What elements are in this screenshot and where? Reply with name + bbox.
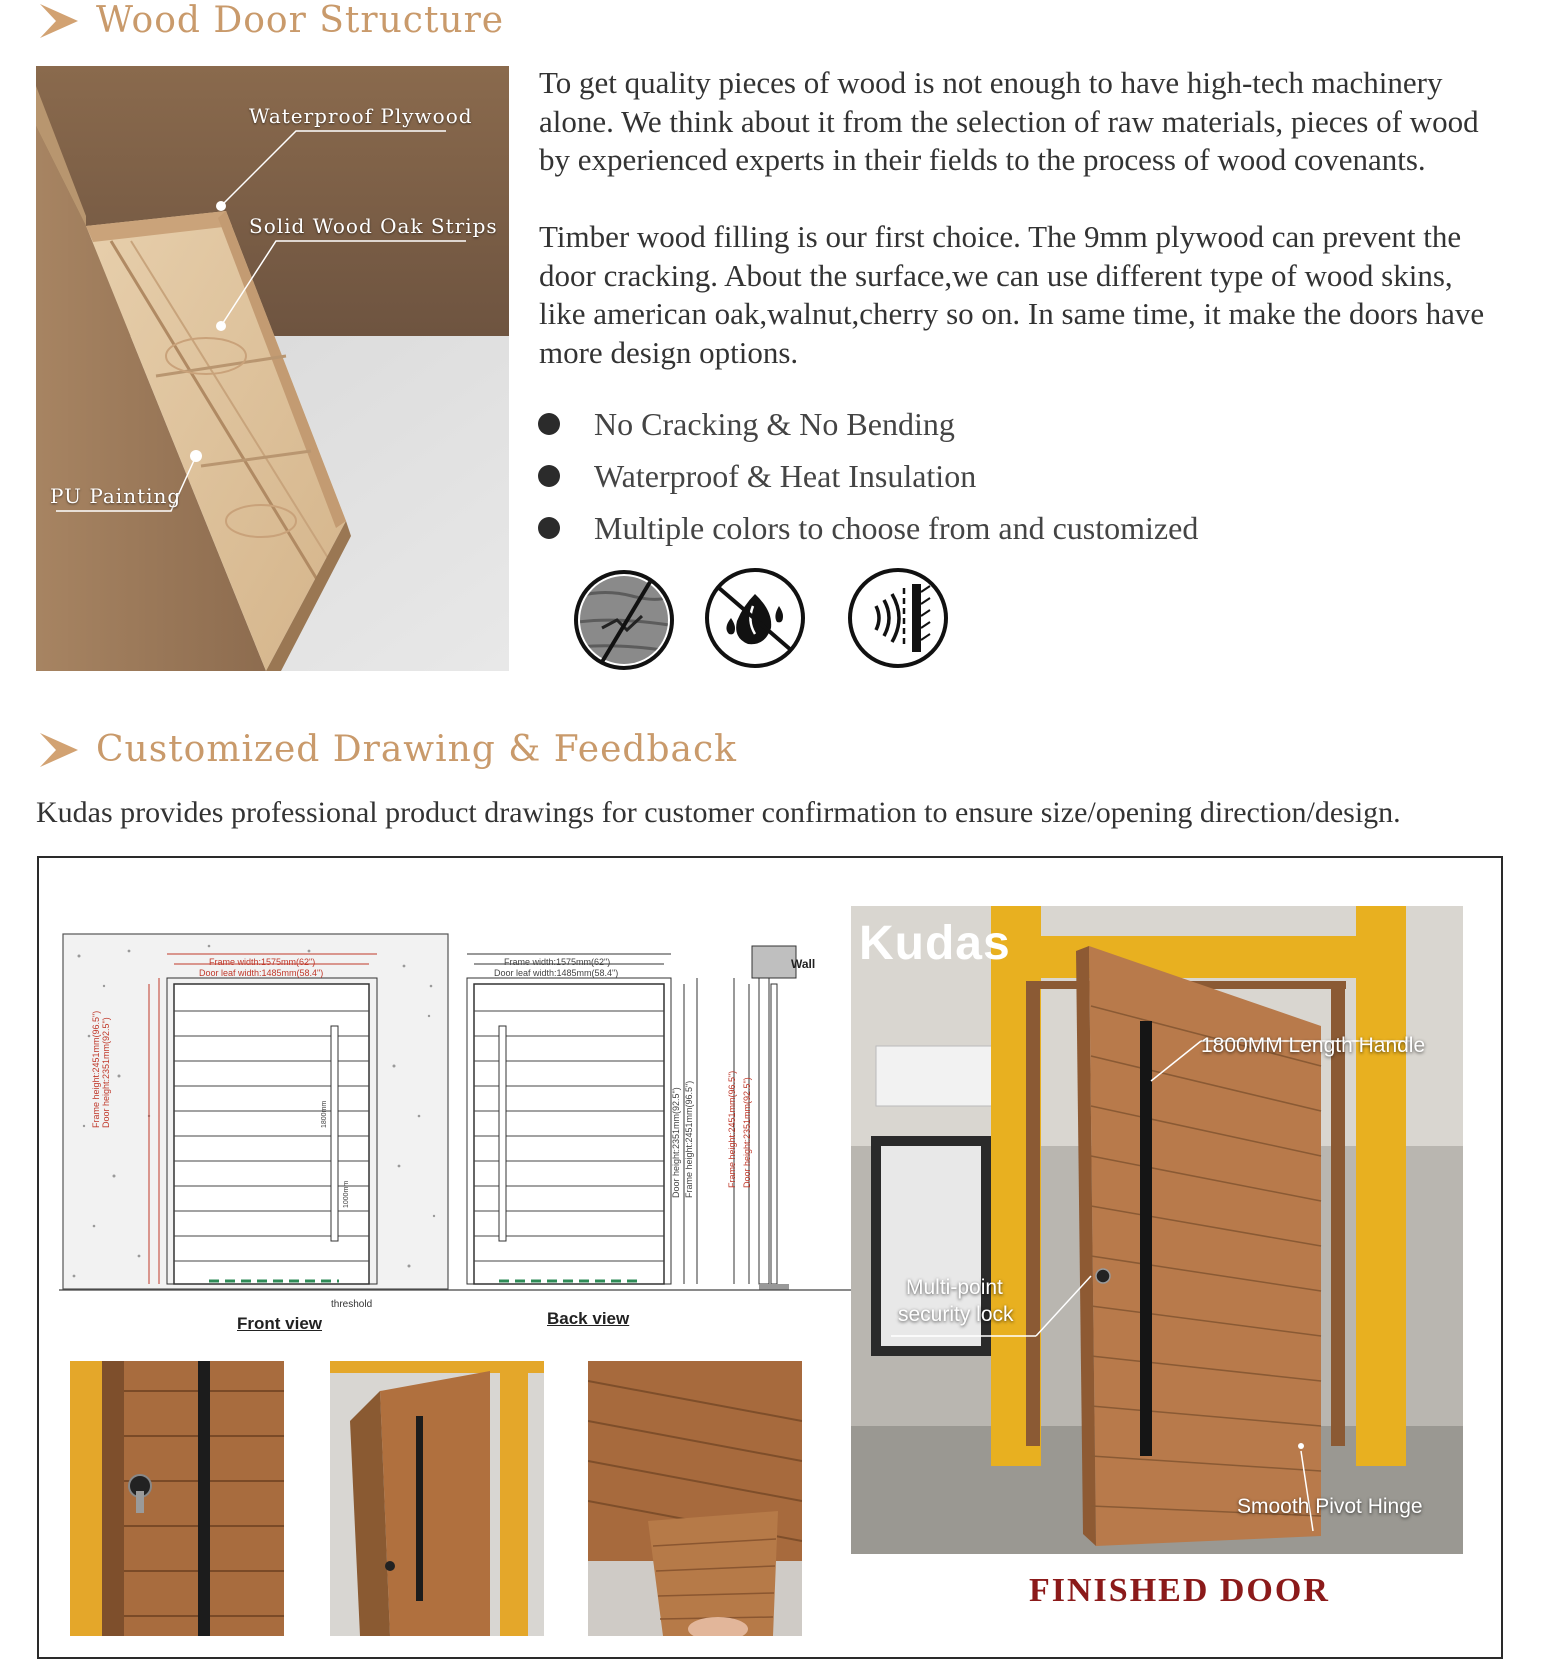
security-lock-label-line1: Multi-point: [906, 1276, 1003, 1299]
front-door-height-dim: Door height:2351mm(92.5"): [101, 1017, 111, 1128]
heat-insulation-icon: [846, 566, 950, 670]
section-arrow-icon: [40, 4, 78, 38]
no-crack-icon: [572, 568, 676, 672]
wood-grain-sample-photo: [588, 1361, 802, 1636]
door-open-detail-photo: [330, 1361, 544, 1636]
kudas-brand-logo: Kudas: [859, 917, 1011, 970]
bullet-text: Waterproof & Heat Insulation: [594, 457, 977, 494]
structure-paragraph-2: Timber wood filling is our first choice. The 9mm plywood can prevent the door cracking. About the surface,we can use different type of wood skins, like american oak,walnut,cherry so on. In same time, it make the doors have more design options.: [539, 219, 1485, 370]
pivot-hinge-label: Smooth Pivot Hinge: [1237, 1495, 1423, 1518]
section-arrow-icon: [40, 733, 78, 767]
back-leaf-width-dim: Door leaf width:1485mm(58.4"): [494, 968, 619, 978]
back-frame-height-dim: Frame height:2451mm(96.5"): [684, 1080, 694, 1198]
bullet-item: [538, 398, 1198, 450]
wall-label: Wall: [791, 957, 816, 971]
label-pu-painting: PU Painting: [50, 484, 182, 508]
handle-length-dim: 1800mm: [321, 1100, 328, 1128]
door-lock-detail-photo: [70, 1361, 284, 1636]
side-door-height-dim: Door height:2351mm(92.5"): [742, 1077, 752, 1188]
back-view-caption: Back view: [547, 1309, 630, 1328]
label-solid-wood-oak: Solid Wood Oak Strips: [249, 214, 498, 238]
front-frame-height-dim: Frame height:2451mm(96.5"): [91, 1010, 101, 1128]
threshold-label: threshold: [331, 1299, 373, 1310]
bullet-item: [538, 502, 1198, 554]
front-leaf-width-dim: Door leaf width:1485mm(58.4"): [199, 968, 324, 978]
bullet-text: Multiple colors to choose from and customized: [594, 509, 1199, 546]
back-door-height-dim: Door height:2351mm(92.5"): [671, 1087, 681, 1198]
finished-door-photo: [851, 906, 1463, 1554]
waterproof-icon: [703, 566, 807, 670]
bullet-item: [538, 450, 1198, 502]
back-frame-width-dim: Frame width:1575mm(62"): [504, 957, 611, 967]
drawing-subtitle: Kudas provides professional product drawings for customer confirmation to ensure size/opening direction/design.: [36, 796, 1401, 829]
wood-structure-photo: [36, 66, 509, 671]
finished-door-caption: FINISHED DOOR: [1029, 1572, 1330, 1609]
bullet-dot-icon: [538, 517, 560, 539]
bullet-dot-icon: [538, 465, 560, 487]
finished-door-illustration: [851, 906, 1463, 1554]
side-frame-height-dim: Frame height:2451mm(96.5"): [727, 1070, 737, 1188]
feature-bullet-list: [538, 398, 1198, 554]
security-lock-label-line2: security lock: [898, 1303, 1014, 1326]
wood-cross-section-illustration: [36, 66, 509, 671]
front-view-caption: Front view: [237, 1314, 323, 1333]
front-frame-width-dim: Frame width:1575mm(62"): [209, 957, 316, 967]
section-title-drawing: Customized Drawing & Feedback: [96, 729, 737, 770]
section-title-structure: Wood Door Structure: [96, 0, 505, 41]
lock-height-dim: 1000mm: [343, 1180, 350, 1208]
label-waterproof-plywood: Waterproof Plywood: [249, 104, 473, 128]
drawing-feedback-frame: [37, 856, 1503, 1659]
structure-paragraph-1: To get quality pieces of wood is not enough to have high-tech machinery alone. We think about it from the selection of raw materials, pieces of wood by experienced experts in their fields to the process of wood covenants.: [539, 65, 1479, 177]
bullet-dot-icon: [538, 413, 560, 435]
bullet-text: No Cracking & No Bending: [594, 405, 955, 442]
handle-length-label: 1800MM Length Handle: [1201, 1034, 1426, 1057]
